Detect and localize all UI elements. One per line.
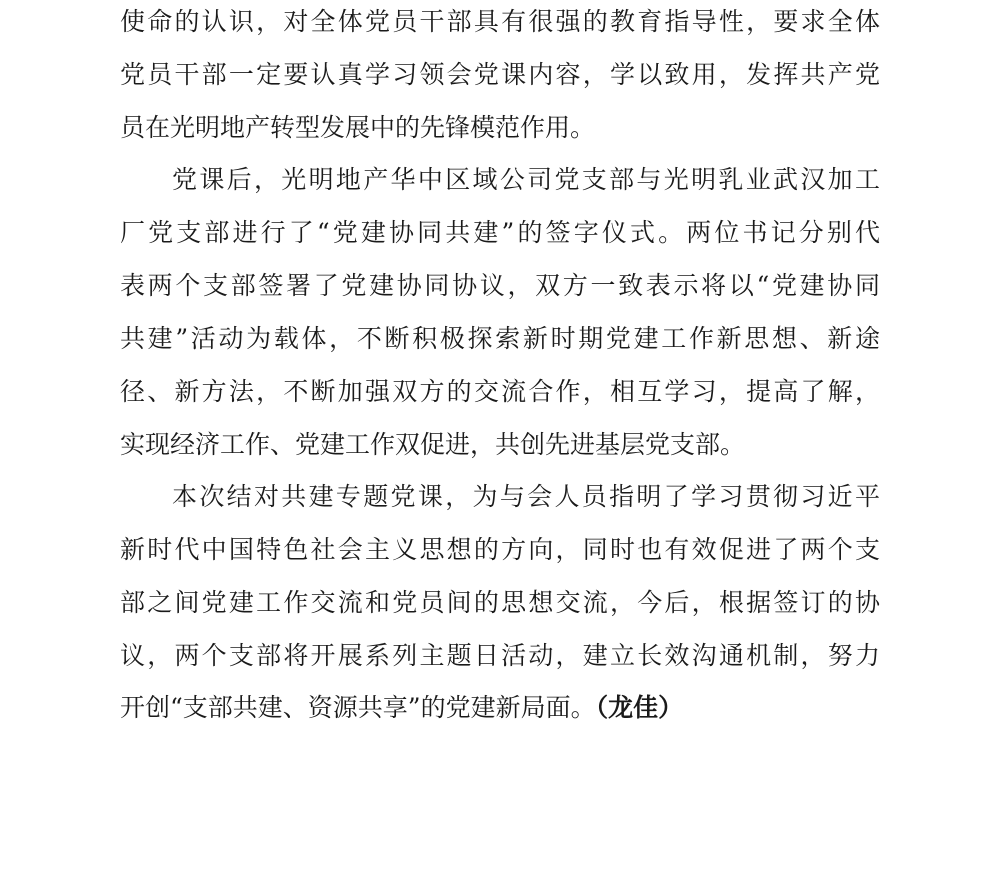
paragraph-3-line-2: 新时代中国特色社会主义思想的方向，同时也有效促进了两个支 [120,535,880,564]
paragraph-2-line-2: 厂党支部进行了“党建协同共建”的签字仪式。两位书记分别代 [120,218,880,247]
paragraph-1-line-1: 使命的认识，对全体党员干部具有很强的教育指导性，要求全体 [120,7,880,36]
paragraph-3-line-5-text: 开创“支部共建、资源共享”的党建新局面。 [120,693,596,722]
paragraph-2-line-4: 共建”活动为载体，不断积极探索新时期党建工作新思想、新途 [120,324,880,353]
paragraph-3-line-4: 议，两个支部将开展系列主题日活动，建立长效沟通机制，努力 [120,641,880,670]
paragraph-3-line-5 [120,688,880,728]
paragraph-2-line-5: 径、新方法，不断加强双方的交流合作，相互学习，提高了解， [120,377,880,406]
paragraph-3-line-1: 本次结对共建专题党课，为与会人员指明了学习贯彻习近平 [172,482,880,511]
paragraph-3-line-3: 部之间党建工作交流和党员间的思想交流，今后，根据签订的协 [120,588,880,617]
paragraph-1-line-3: 员在光明地产转型发展中的先锋模范作用。 [120,113,596,142]
paragraph-1-line-2: 党员干部一定要认真学习领会党课内容，学以致用，发挥共产党 [120,60,880,89]
paragraph-2-line-6: 实现经济工作、党建工作双促进，共创先进基层党支部。 [120,430,746,459]
paragraph-2-line-3: 表两个支部签署了党建协同协议，双方一致表示将以“党建协同 [120,271,880,300]
author-byline: （龙佳） [595,693,684,722]
paragraph-2-line-1: 党课后，光明地产华中区域公司党支部与光明乳业武汉加工 [172,165,880,194]
